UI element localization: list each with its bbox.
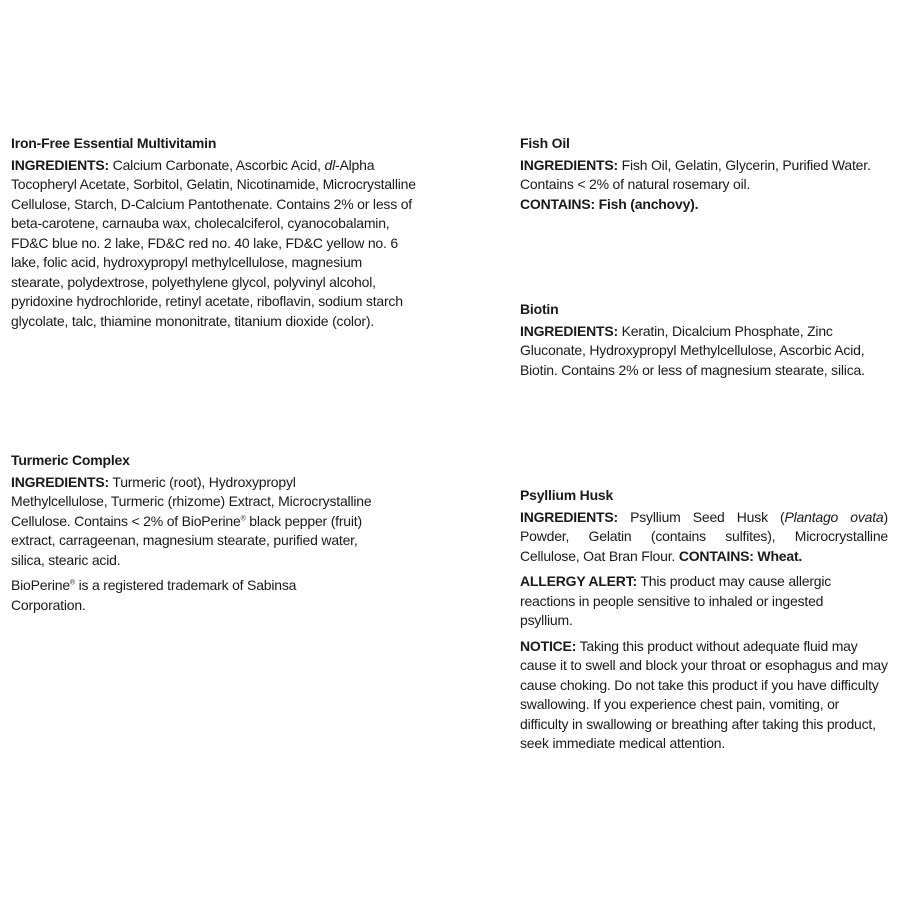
ingredients-text: Calcium Carbonate, Ascorbic Acid, xyxy=(112,156,325,173)
biotin-section xyxy=(520,300,875,386)
biotin-title: Biotin xyxy=(520,301,559,317)
trademark-note xyxy=(11,576,301,615)
ingredients-text: Turmeric (root), Hydroxypropyl Methylcellulose, Turmeric (rhizome) Extract, Microcrystalline Cellulose. Contains < 2% of BioPerine xyxy=(11,473,372,529)
ingredients-label: INGREDIENTS: xyxy=(520,508,618,525)
fish-oil-contains xyxy=(520,195,900,215)
trademark-text: is a registered trademark of Sabinsa Corporation. xyxy=(11,577,297,613)
registered-mark: ® xyxy=(240,514,246,522)
ingredients-label: INGREDIENTS: xyxy=(520,156,618,173)
fish-oil-ingredients xyxy=(520,156,900,195)
notice-text: Taking this product without adequate fluid may cause it to swell and block your throat or esophagus and may cause choking. Do not take this product if you have difficulty swallowing. If you experience chest pain, vomiting, or difficulty in swallowing or breathing after taking this product, seek immediate medical attention. xyxy=(520,637,888,751)
psyllium-title: Psyllium Husk xyxy=(520,487,614,503)
psyllium-section xyxy=(520,486,888,760)
ingredients-text: Psyllium Seed Husk ( xyxy=(630,508,785,525)
ingredients-italic: dl xyxy=(324,156,336,173)
ingredients-label: INGREDIENTS: xyxy=(520,322,618,339)
fish-oil-section xyxy=(520,134,900,220)
notice xyxy=(520,637,888,754)
ingredients-text: Keratin, Dicalcium Phosphate, Zinc Gluconate, Hydroxypropyl Methylcellulose, Ascorbic Acid, Biotin. Contains 2% or less of magnesium stearate, silica. xyxy=(520,322,865,378)
allergy-label: ALLERGY ALERT: xyxy=(520,573,637,589)
allergy-text: This product may cause allergic reactions in people sensitive to inhaled or ingested psyllium. xyxy=(520,573,832,628)
ingredients-text-cont: black pepper (fruit) extract, carrageenan, magnesium stearate, purified water, silica, stearic acid. xyxy=(11,512,362,568)
ingredients-text: Fish Oil, Gelatin, Glycerin, Purified Water. Contains < 2% of natural rosemary oil. xyxy=(520,156,871,192)
ingredients-text-cont: -Alpha Tocopheryl Acetate, Sorbitol, Gelatin, Nicotinamide, Microcrystalline Cellulose, Starch, D-Calcium Pantothenate. Contains 2% or less of beta-carotene, carnauba wax, cholecalciferol, cyanocobalamin, FD&C blue no. 2 lake, FD&C red no. 40 lake, FD&C yellow no. 6 lake, folic acid, hydroxypropyl methylcellulose, magnesium stearate, polydextrose, polyethylene glycol, polyvinyl alcohol, pyridoxine hydrochloride, retinyl acetate, riboflavin, sodium starch glycolate, talc, thiamine mononitrate, titanium dioxide (color). xyxy=(11,156,416,329)
trademark-brand: BioPerine xyxy=(11,577,70,593)
ingredients-label: INGREDIENTS: xyxy=(11,156,109,173)
biotin-ingredients xyxy=(520,322,875,381)
registered-mark: ® xyxy=(69,579,75,587)
ingredients-text-cont: ) Powder, Gelatin (contains sulfites), Microcrystalline Cellulose, Oat Bran Flour. xyxy=(520,508,888,564)
multivitamin-title: Iron-Free Essential Multivitamin xyxy=(11,135,217,151)
psyllium-ingredients xyxy=(520,508,888,567)
multivitamin-section xyxy=(11,134,416,337)
allergy-alert xyxy=(520,572,855,631)
turmeric-title: Turmeric Complex xyxy=(11,452,130,468)
multivitamin-ingredients xyxy=(11,156,416,332)
fish-oil-title: Fish Oil xyxy=(520,135,570,151)
contains-label: CONTAINS: xyxy=(520,195,595,212)
ingredients-italic: Plantago ovata xyxy=(784,508,884,525)
contains-text: Fish (anchovy). xyxy=(598,195,699,212)
notice-label: NOTICE: xyxy=(520,637,577,654)
contains-label: CONTAINS: Wheat. xyxy=(678,547,803,564)
turmeric-section xyxy=(11,451,391,621)
turmeric-ingredients xyxy=(11,473,391,571)
ingredients-label: INGREDIENTS: xyxy=(11,473,109,490)
